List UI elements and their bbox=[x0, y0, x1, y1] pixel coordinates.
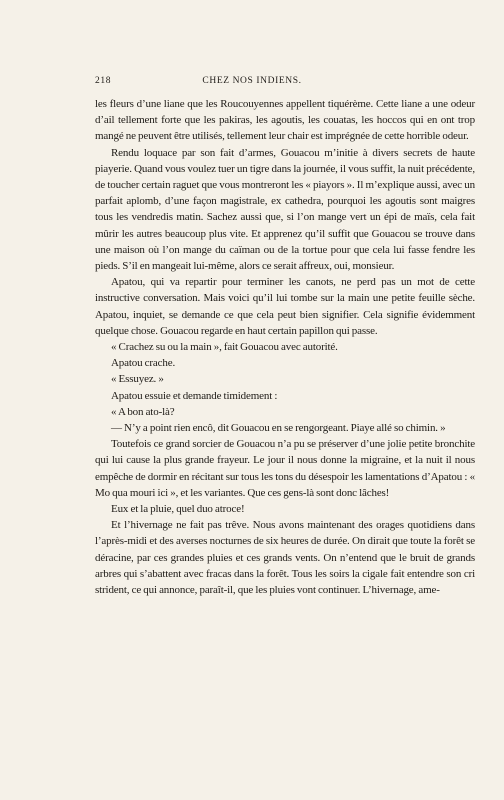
page-header bbox=[95, 76, 409, 90]
paragraph: les fleurs d’une liane que les Roucouyennes appellent tiquérème. Cette liane a une odeur d’ail tellement forte que les pakiras, les agoutis, les couatas, les hoccos qui en ont trop mangé ne peuvent être utilisés, tellement leur chair est imprégnée de cette horrible odeur. bbox=[95, 98, 475, 143]
paragraph: Toutefois ce grand sorcier de Gouacou n’a pu se préserver d’une jolie petite bronchite qui lui cause la plus grande frayeur. Le jour il nous donne la migraine, et la nuit il nous empêche de dormir en récitant sur tous les tons du désespoir les lamentations d’Apatou : « Mo qua mouri ici », et les variantes. Que ces gens-là sont donc lâches! bbox=[95, 438, 475, 499]
page-number: 218 bbox=[95, 76, 112, 86]
paragraph: Eux et la pluie, quel duo atroce! bbox=[111, 503, 245, 516]
paragraph: Rendu loquace par son fait d’armes, Gouacou m’initie à divers secrets de haute piayerie. Quand vous voulez tuer un tigre dans la journée, il vous suffit, la nuit précédente, de toucher certain raguet que vous montreront les « piayors ». Il m’explique aussi, avec un parfait aplomb, d’une façon magistrale, ex cathedra, pourquoi les agoutis sont maigres tous les vendredis matin. Sachez aussi que, si l’on mange vert un épi de maïs, cela fait mûrir les autres beaucoup plus vite. Et apprenez qu’il suffit que Gouacou se trouve dans une maison où l’on mange du caïman ou de la tortue pour que cela lui fasse fendre les pieds. S’il en mangeait lui-même, alors ce serait affreux, oui, monsieur. bbox=[95, 146, 475, 273]
paragraph: — N’y a point rien encô, dit Gouacou en se rengorgeant. Piaye allé so chimin. » bbox=[111, 422, 446, 435]
paragraph: « Essuyez. » bbox=[111, 373, 164, 386]
paragraph: « Crachez su ou la main », fait Gouacou avec autorité. bbox=[111, 341, 338, 354]
paragraph: Apatou, qui va repartir pour terminer les canots, ne perd pas un mot de cette instructive conversation. Mais voici qu’il lui tombe sur la main une petite feuille sèche. Apatou, inquiet, se demande ce que cela peut bien signifier. Cela signifie évidemment quelque chose. Gouacou regarde en haut certain papillon qui passe. bbox=[95, 276, 475, 337]
paragraph: Apatou essuie et demande timidement : bbox=[111, 389, 278, 402]
running-title: CHEZ NOS INDIENS. bbox=[202, 76, 302, 86]
paragraph: « A bon ato-là? bbox=[111, 405, 175, 418]
paragraph: Apatou crache. bbox=[111, 357, 176, 370]
body-text bbox=[95, 96, 475, 598]
paragraph: Et l’hivernage ne fait pas trêve. Nous avons maintenant des orages quotidiens dans l’après-midi et des averses nocturnes de six heures de durée. On dirait que toute la forêt se déracine, par ces grandes pluies et ces grands vents. On n’entend que le bruit de grands arbres qui s’abattent avec fracas dans la forêt. Tous les soirs la cigale fait entendre son cri strident, ce qui annonce, paraît-il, que les pluies vont continuer. L’hivernage, ame- bbox=[95, 519, 475, 597]
